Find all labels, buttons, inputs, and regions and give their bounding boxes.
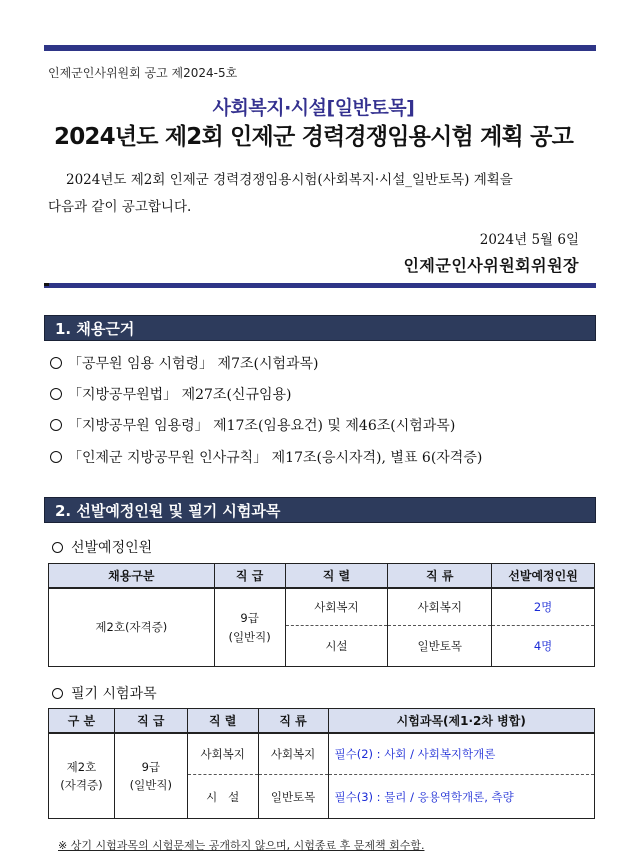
- sub-label-text: 필기 시험과목: [71, 686, 157, 702]
- basis-item-text: 「인제군 지방공무원 인사규칙」 제17조(응시자격), 별표 6(자격증): [68, 450, 483, 466]
- category-sub-text: (자격증): [60, 777, 103, 792]
- cell-category: [49, 733, 115, 819]
- basis-item-3: [50, 415, 596, 435]
- sub-label-recruits: [52, 537, 152, 557]
- grade-text: 9급: [141, 759, 161, 774]
- category-text: 제2호: [66, 759, 97, 774]
- grade-sub-text: (일반직): [129, 777, 172, 792]
- circle-bullet-icon: [52, 688, 63, 699]
- circle-bullet-icon: [50, 419, 62, 431]
- page-title: 2024년도 제2회 인제군 경력경쟁임용시험 계획 공고: [54, 124, 573, 150]
- th-grade: 직 급: [114, 709, 187, 733]
- signer: 인제군인사위원회위원장: [403, 256, 579, 275]
- basis-item-4: [50, 447, 596, 467]
- cell-subjects: 필수(2) : 사회 / 사회복지학개론: [328, 733, 595, 775]
- th-series: 직 렬: [285, 564, 388, 588]
- sub-title: 사회복지·시설[일반토목]: [212, 97, 415, 119]
- basis-item-text: 「공무원 임용 시험령」 제7조(시험과목): [68, 356, 319, 372]
- sub-label-subjects: [52, 683, 157, 703]
- circle-bullet-icon: [50, 451, 62, 463]
- grade-text: 9급: [240, 610, 259, 625]
- grade-sub-text: (일반직): [228, 629, 271, 644]
- section-2-header: 2. 선발예정인원 및 필기 시험과목: [44, 497, 596, 523]
- cell-type: 일반토목: [258, 775, 328, 819]
- basis-item-text: 「지방공무원법」 제27조(신규임용): [68, 387, 292, 403]
- notice-date: 2024년 5월 6일: [479, 232, 579, 248]
- th-count: 선발예정인원: [492, 564, 595, 588]
- cell-series: 사회복지: [187, 733, 258, 775]
- basis-item-2: [50, 384, 596, 404]
- cell-series: 시 설: [187, 775, 258, 819]
- subjects-table: [48, 708, 595, 819]
- intro-line-1: 2024년도 제2회 인제군 경력경쟁임용시험(사회복지·시설_일반토목) 계획을: [66, 172, 513, 188]
- cell-series: 사회복지: [285, 588, 388, 626]
- th-type: 직 류: [388, 564, 492, 588]
- circle-bullet-icon: [50, 388, 62, 400]
- footnote: ※ 상기 시험과목의 시험문제는 공개하지 않으며, 시험종료 후 문제책 회수함.: [58, 839, 425, 852]
- th-category: 구 분: [49, 709, 115, 733]
- notice-number: 인제군인사위원회 공고 제2024-5호: [48, 66, 238, 80]
- th-grade: 직 급: [214, 564, 285, 588]
- cell-subjects: 필수(3) : 물리 / 응용역학개론, 측량: [328, 775, 595, 819]
- section-1-header: 1. 채용근거: [44, 315, 596, 341]
- cell-type: 일반토목: [388, 626, 492, 667]
- divider-mark: [44, 283, 49, 286]
- cell-grade: [114, 733, 187, 819]
- basis-item-1: [50, 353, 596, 373]
- cell-count: 4명: [492, 626, 595, 667]
- intro-line-2: 다음과 같이 공고합니다.: [48, 199, 192, 215]
- cell-category: 제2호(자격증): [49, 588, 215, 667]
- circle-bullet-icon: [52, 542, 63, 553]
- th-series: 직 렬: [187, 709, 258, 733]
- recruit-table: [48, 563, 595, 667]
- cell-grade: [214, 588, 285, 667]
- th-subjects: 시험과목(제1·2차 병합): [328, 709, 595, 733]
- sub-label-text: 선발예정인원: [71, 540, 153, 556]
- basis-item-text: 「지방공무원 임용령」 제17조(임용요건) 및 제46조(시험과목): [68, 418, 456, 434]
- intro-paragraph: [48, 167, 596, 221]
- cell-type: 사회복지: [388, 588, 492, 626]
- circle-bullet-icon: [50, 357, 62, 369]
- cell-type: 사회복지: [258, 733, 328, 775]
- cell-series: 시설: [285, 626, 388, 667]
- divider-rule: [44, 283, 596, 288]
- cell-count: 2명: [492, 588, 595, 626]
- th-type: 직 류: [258, 709, 328, 733]
- top-rule: [44, 45, 596, 51]
- th-category: 채용구분: [49, 564, 215, 588]
